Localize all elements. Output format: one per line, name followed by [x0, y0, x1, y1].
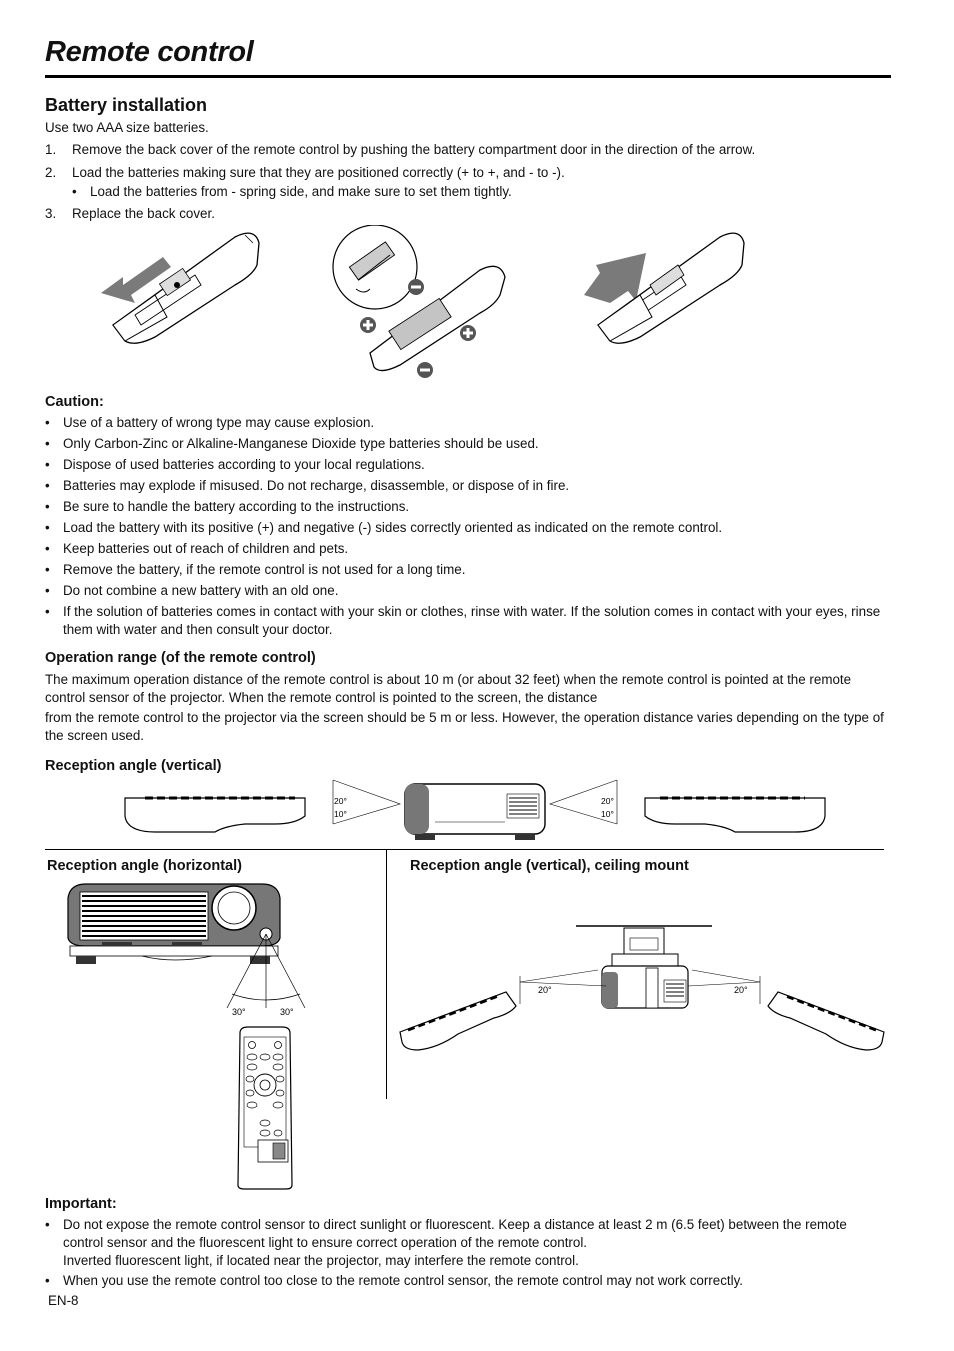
ceiling-mount-diagram	[398, 922, 888, 1057]
reception-vertical-heading: Reception angle (vertical)	[45, 758, 222, 774]
list-item: • Batteries may explode if misused. Do not recharge, disassemble, or dispose of in fire.	[45, 478, 570, 493]
step-text: Load the batteries making sure that they are positioned correctly (+ to +, and - to -).	[72, 165, 565, 180]
important-text: Inverted fluorescent light, if located near the projector, may interfere the remote control.	[63, 1253, 579, 1268]
important-item-2: • When you use the remote control too close to the remote control sensor, the remote control may not work correctly.	[45, 1272, 891, 1290]
angle-label: 20°	[538, 985, 552, 995]
list-item: • Dispose of used batteries according to your local regulations.	[45, 457, 425, 472]
angle-label: 10°	[601, 809, 614, 819]
angle-label: 20°	[734, 985, 748, 995]
operation-heading: Operation range (of the remote control)	[45, 650, 316, 666]
battery-heading: Battery installation	[45, 95, 208, 115]
projector-side-view	[405, 784, 545, 840]
reception-horizontal-heading: Reception angle (horizontal)	[47, 858, 242, 874]
list-item: • Remove the battery, if the remote control is not used for a long time.	[45, 562, 466, 577]
important-text: Do not expose the remote control sensor to direct sunlight or fluorescent. Keep a distance at least 2 m (6.5 feet) between the remote control sensor and the fluorescent light to ensure correct operation of the remote control.	[63, 1217, 847, 1250]
angle-label: 10°	[334, 809, 347, 819]
insert-battery-illustration	[330, 225, 510, 385]
list-item: • Use of a battery of wrong type may cause explosion.	[45, 415, 375, 430]
arrow-icon	[584, 253, 646, 303]
remote-top-view	[236, 1025, 294, 1190]
list-item: • Be sure to handle the battery according to the instructions.	[45, 499, 410, 514]
angle-label: 30°	[232, 1007, 246, 1017]
column-divider	[386, 849, 387, 1099]
list-item: • Do not combine a new battery with an old one.	[45, 583, 339, 598]
battery-intro: Use two AAA size batteries.	[45, 120, 209, 135]
vertical-angle-diagram	[115, 776, 835, 846]
step-number: 3.	[45, 206, 57, 221]
remove-cover-illustration	[95, 225, 265, 350]
list-item: • Load the battery with its positive (+) and negative (-) sides correctly oriented as indicated on the remote control.	[45, 520, 723, 535]
step-text: Remove the back cover of the remote control by pushing the battery compartment door in the direction of the arrow.	[72, 142, 756, 157]
step-number: 2.	[45, 165, 57, 180]
angle-label: 20°	[601, 796, 614, 806]
operation-para-2: from the remote control to the projector via the screen should be 5 m or less. However, the operation distance varies depending on the type of the screen used.	[45, 710, 884, 743]
angle-label: 20°	[334, 796, 347, 806]
step-number: 1.	[45, 142, 57, 157]
remote-right-ceiling	[768, 992, 884, 1050]
important-heading: Important:	[45, 1196, 117, 1212]
step-text: Replace the back cover.	[72, 206, 215, 221]
remote-right	[645, 798, 825, 832]
list-item: • Only Carbon-Zinc or Alkaline-Manganese Dioxide type batteries should be used.	[45, 436, 539, 451]
operation-para-1: The maximum operation distance of the remote control is about 10 m (or about 32 feet) when the remote control is pointed at the remote control sensor of the projector. When the remote control is pointed to the screen, the distance	[45, 672, 852, 705]
section-divider	[45, 849, 884, 850]
caution-heading: Caution:	[45, 394, 104, 410]
sub-bullet-text: Load the batteries from - spring side, and make sure to set them tightly.	[90, 184, 512, 199]
remote-left	[125, 798, 305, 832]
angle-label: 30°	[280, 1007, 294, 1017]
replace-cover-illustration	[580, 225, 750, 350]
important-item-1: • Do not expose the remote control sensor to direct sunlight or fluorescent. Keep a distance at least 2 m (6.5 feet) between the remote control sensor and the fluorescent light to ensure correct operation of the remote control. Inverted fluorescent light, if located near the projector, may interfere the remote control.	[45, 1216, 891, 1270]
projector-front-view	[68, 884, 280, 964]
page-number: EN-8	[48, 1293, 79, 1308]
horizontal-angle-diagram	[62, 878, 312, 1018]
title-rule	[45, 75, 891, 78]
list-item: • Keep batteries out of reach of children and pets.	[45, 541, 349, 556]
page-title: Remote control	[45, 36, 254, 68]
list-item: • If the solution of batteries comes in contact with your skin or clothes, rinse with water. If the solution comes in contact with your eyes, rinse them with water and then consult your doctor.	[45, 604, 881, 637]
reception-ceiling-heading: Reception angle (vertical), ceiling mount	[410, 858, 689, 874]
remote-left-ceiling	[400, 992, 516, 1050]
caution-list	[45, 414, 891, 639]
projector-inverted	[602, 966, 688, 1008]
important-text: When you use the remote control too close to the remote control sensor, the remote control may not work correctly.	[63, 1273, 744, 1288]
